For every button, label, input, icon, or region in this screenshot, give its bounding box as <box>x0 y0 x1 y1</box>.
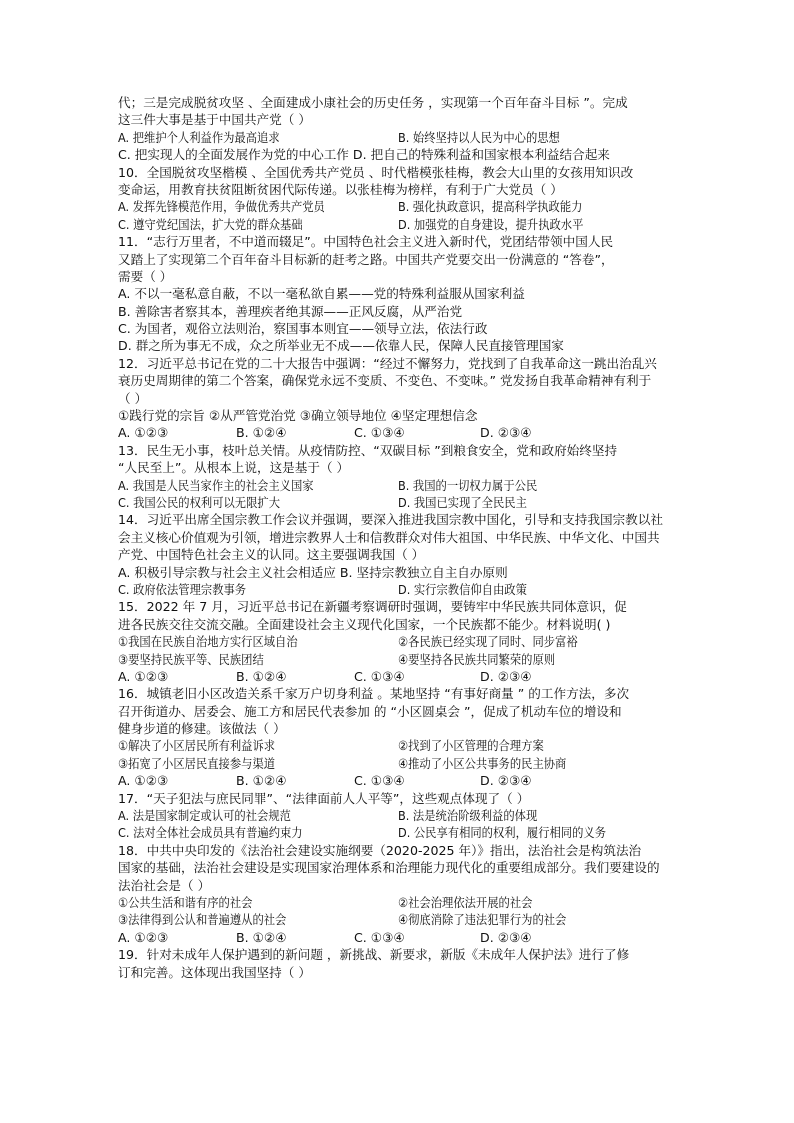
q16-item-4: ④推动了小区公共事务的民主协商 <box>397 755 567 771</box>
q15-option-d[interactable]: D. ②③④ <box>480 668 532 684</box>
q16-option-b[interactable]: B. ①②④ <box>236 773 287 789</box>
q18-items-row <box>118 894 621 911</box>
q16-item-2: ②找到了小区管理的合理方案 <box>397 738 544 754</box>
q12-stem-line: （ ） <box>118 390 148 406</box>
q13-stem-line: 13．民生无小事，枝叶总关情。从疫情防控、“双碳目标 ”到粮食安全，党和政府始终坚持 <box>118 442 618 458</box>
q9-option-cd[interactable]: C. 把实现人的全面发展作为党的中心工作 D. 把自己的特殊利益和国家根本利益结合起来 <box>118 147 610 163</box>
q13-stem-line: “人民至上”。从根本上说，这是基于（ ） <box>118 460 350 476</box>
q17-option-d[interactable]: D. 公民享有相同的权利，履行相同的义务 <box>397 825 607 841</box>
q13-option-a[interactable]: A. 我国是人民当家作主的社会主义国家 <box>118 477 314 493</box>
q13-options-row <box>118 494 621 511</box>
q15-option-a[interactable]: A. ①②③ <box>118 668 169 684</box>
q14-option-d[interactable]: D. 实行宗教信仰自由政策 <box>397 581 527 597</box>
q11-option-a[interactable]: A. 不以一毫私意自蔽，不以一毫私欲自累——党的特殊利益服从国家利益 <box>118 286 525 302</box>
q11-stem-line: 需要（ ） <box>118 268 173 284</box>
q15-stem-line: 15．2022 年 7 月，习近平总书记在新疆考察调研时强调，要铸牢中华民族共同体意识，促 <box>118 599 627 615</box>
q16-stem-line: 16．城镇老旧小区改造关系千家万户切身利益 。某地坚持 “有事好商量 ” 的工作方法，多次 <box>118 686 630 702</box>
q16-stem-line: 召开街道办、居委会、施工方和居民代表参加 的 “小区圆桌会 ”，促成了机动车位的增设和 <box>118 703 622 719</box>
q18-option-b[interactable]: B. ①②④ <box>236 929 287 945</box>
q15-options-row <box>118 668 678 685</box>
q14-option-c[interactable]: C. 政府依法管理宗教事务 <box>118 581 247 597</box>
q11-option-b[interactable]: B. 善除害者察其本，善理疾者绝其源——正风反腐，从严治党 <box>118 303 463 319</box>
q16-items-row <box>118 737 621 754</box>
q14-stem-line: 产党、中国特色社会主义的认同。这主要强调我国（ ） <box>118 547 425 563</box>
q15-items-row <box>118 651 621 668</box>
q10-options-row <box>118 216 621 233</box>
q17-options-row <box>118 807 621 824</box>
q11-stem-line: 11．“志行万里者，不中道而辍足”。中国特色社会主义进入新时代，党团结带领中国人民 <box>118 234 614 250</box>
q13-option-d[interactable]: D. 我国已实现了全民民主 <box>397 494 527 510</box>
q15-item-4: ④要坚持各民族共同繁荣的原则 <box>397 651 556 667</box>
q19-stem-line: 19．针对未成年人保护遇到的新问题 ，新挑战、新要求，新版《未成年人保护法》进行了修 <box>118 947 630 963</box>
q19-stem-line: 订和完善。这体现出我国坚持（ ） <box>118 964 311 980</box>
q10-option-b[interactable]: B. 强化执政意识，提高科学执政能力 <box>397 199 583 215</box>
q13-options-row <box>118 477 621 494</box>
q14-options-row <box>118 581 621 598</box>
q10-stem-line: 10．全国脱贫攻坚楷模 、全国优秀共产党员 、时代楷模张桂梅，教会大山里的女孩用知识改 <box>118 164 634 180</box>
q12-option-b[interactable]: B. ①②④ <box>236 425 287 441</box>
q12-stem-line: 12．习近平总书记在党的二十大报告中强调：“经过不懈努力，党找到了自我革命这一跳出治乱兴 <box>118 355 657 371</box>
q18-items-row <box>118 911 621 928</box>
q17-option-a[interactable]: A. 法是国家制定或认可的社会规范 <box>118 808 291 824</box>
q9-options-row <box>118 129 621 146</box>
q10-options-row <box>118 198 621 215</box>
q11-option-c[interactable]: C. 为国者，观俗立法则治，察国事本则宜——领导立法，依法行政 <box>118 321 488 337</box>
q14-stem-line: 14．习近平出席全国宗教工作会议并强调，要深入推进我国宗教中国化，引导和支持我国宗教以社 <box>118 512 663 528</box>
q17-stem-line: 17．“天子犯法与庶民同罪”、“法律面前人人平等”，这些观点体现了（ ） <box>118 790 530 806</box>
q18-item-2: ②社会治理依法开展的社会 <box>397 894 533 910</box>
q18-option-a[interactable]: A. ①②③ <box>118 929 169 945</box>
question-content <box>118 94 678 981</box>
q11-option-d[interactable]: D. 群之所为事无不成，众之所举业无不成——依靠人民，保障人民直接管理国家 <box>118 338 564 354</box>
q17-options-row <box>118 824 621 841</box>
q18-stem-line: 法治社会是（ ） <box>118 877 211 893</box>
q15-item-1: ①我国在民族自治地方实行区域自治 <box>118 634 298 650</box>
q12-option-d[interactable]: D. ②③④ <box>480 425 532 441</box>
q18-item-3: ③法律得到公认和普遍遵从的社会 <box>118 912 287 928</box>
q17-option-b[interactable]: B. 法是统治阶级利益的体现 <box>397 808 538 824</box>
q12-items: ①践行党的宗旨 ②从严管党治党 ③确立领导地位 ④坚定理想信念 <box>118 408 478 424</box>
q13-option-b[interactable]: B. 我国的一切权力属于公民 <box>397 477 538 493</box>
q16-item-3: ③拓宽了小区居民直接参与渠道 <box>118 755 276 771</box>
q9-stem-line: 代；三是完成脱贫攻坚 、全面建成小康社会的历史任务 ，实现第一个百年奋斗目标 ”。完成 <box>118 95 628 110</box>
q14-stem-line: 会主义核心价值观为引领，增进宗教界人士和信教群众对伟大祖国、中华民族、中华文化、中国共 <box>118 529 660 545</box>
q16-items-row <box>118 755 621 772</box>
q15-stem-line: 进各民族交往交流交融。全面建设社会主义现代化国家，一个民族都不能少。材料说明( ) <box>118 616 611 632</box>
q15-items-row <box>118 633 621 650</box>
q11-stem-line: 又踏上了实现第二个百年奋斗目标新的赶考之路。中国共产党要交出一份满意的 “答卷”， <box>118 251 614 267</box>
q9-option-a[interactable]: A. 把维护个人利益作为最高追求 <box>118 129 280 145</box>
q16-option-d[interactable]: D. ②③④ <box>480 773 532 789</box>
q12-option-c[interactable]: C. ①③④ <box>354 425 405 441</box>
q18-options-row <box>118 929 678 946</box>
q15-item-2: ②各民族已经实现了同时、同步富裕 <box>397 634 578 650</box>
q18-item-1: ①公共生活和谐有序的社会 <box>118 894 253 910</box>
q18-stem-line: 国家的基础，法治社会建设是实现国家治理体系和治理能力现代化的重要组成部分。我们要建设的 <box>118 860 660 876</box>
q16-item-1: ①解决了小区居民所有利益诉求 <box>118 738 276 754</box>
q10-option-c[interactable]: C. 遵守党纪国法，扩大党的群众基础 <box>118 216 303 232</box>
q15-option-c[interactable]: C. ①③④ <box>354 668 405 684</box>
q15-option-b[interactable]: B. ①②④ <box>236 668 287 684</box>
q14-option-ab[interactable]: A. 积极引导宗教与社会主义社会相适应 B. 坚持宗教独立自主自办原则 <box>118 564 508 580</box>
q17-option-c[interactable]: C. 法对全体社会成员具有普遍约束力 <box>118 825 303 841</box>
q18-stem-line: 18．中共中央印发的《法治社会建设实施纲要（2020-2025 年）》指出，法治社会是构筑法治 <box>118 842 642 858</box>
q16-option-a[interactable]: A. ①②③ <box>118 773 169 789</box>
q16-options-row <box>118 772 678 789</box>
q10-option-d[interactable]: D. 加强党的自身建设，提升执政水平 <box>397 216 584 232</box>
q10-stem-line: 变命运，用教育扶贫阻断贫困代际传递。以张桂梅为榜样，有利于广大党员（ ） <box>118 181 563 197</box>
q12-stem-line: 衰历史周期律的第二个答案，确保党永远不变质、不变色、不变味。” 党发扬自我革命精神有利于 <box>118 373 652 389</box>
q10-option-a[interactable]: A. 发挥先锋模范作用，争做优秀共产党员 <box>118 199 325 215</box>
q12-option-a[interactable]: A. ①②③ <box>118 425 169 441</box>
q16-stem-line: 健身步道的修建。该做法（ ） <box>118 721 286 737</box>
q18-item-4: ④彻底消除了违法犯罪行为的社会 <box>397 912 567 928</box>
q9-option-b[interactable]: B. 始终坚持以人民为中心的思想 <box>397 129 560 145</box>
q9-stem-line: 这三件大事是基于中国共产党（ ） <box>118 112 311 128</box>
q18-option-c[interactable]: C. ①③④ <box>354 929 405 945</box>
q18-option-d[interactable]: D. ②③④ <box>480 929 532 945</box>
q12-options-row <box>118 424 678 441</box>
q15-item-3: ③要坚持民族平等、民族团结 <box>118 651 264 667</box>
q16-option-c[interactable]: C. ①③④ <box>354 773 405 789</box>
q13-option-c[interactable]: C. 我国公民的权利可以无限扩大 <box>118 494 281 510</box>
